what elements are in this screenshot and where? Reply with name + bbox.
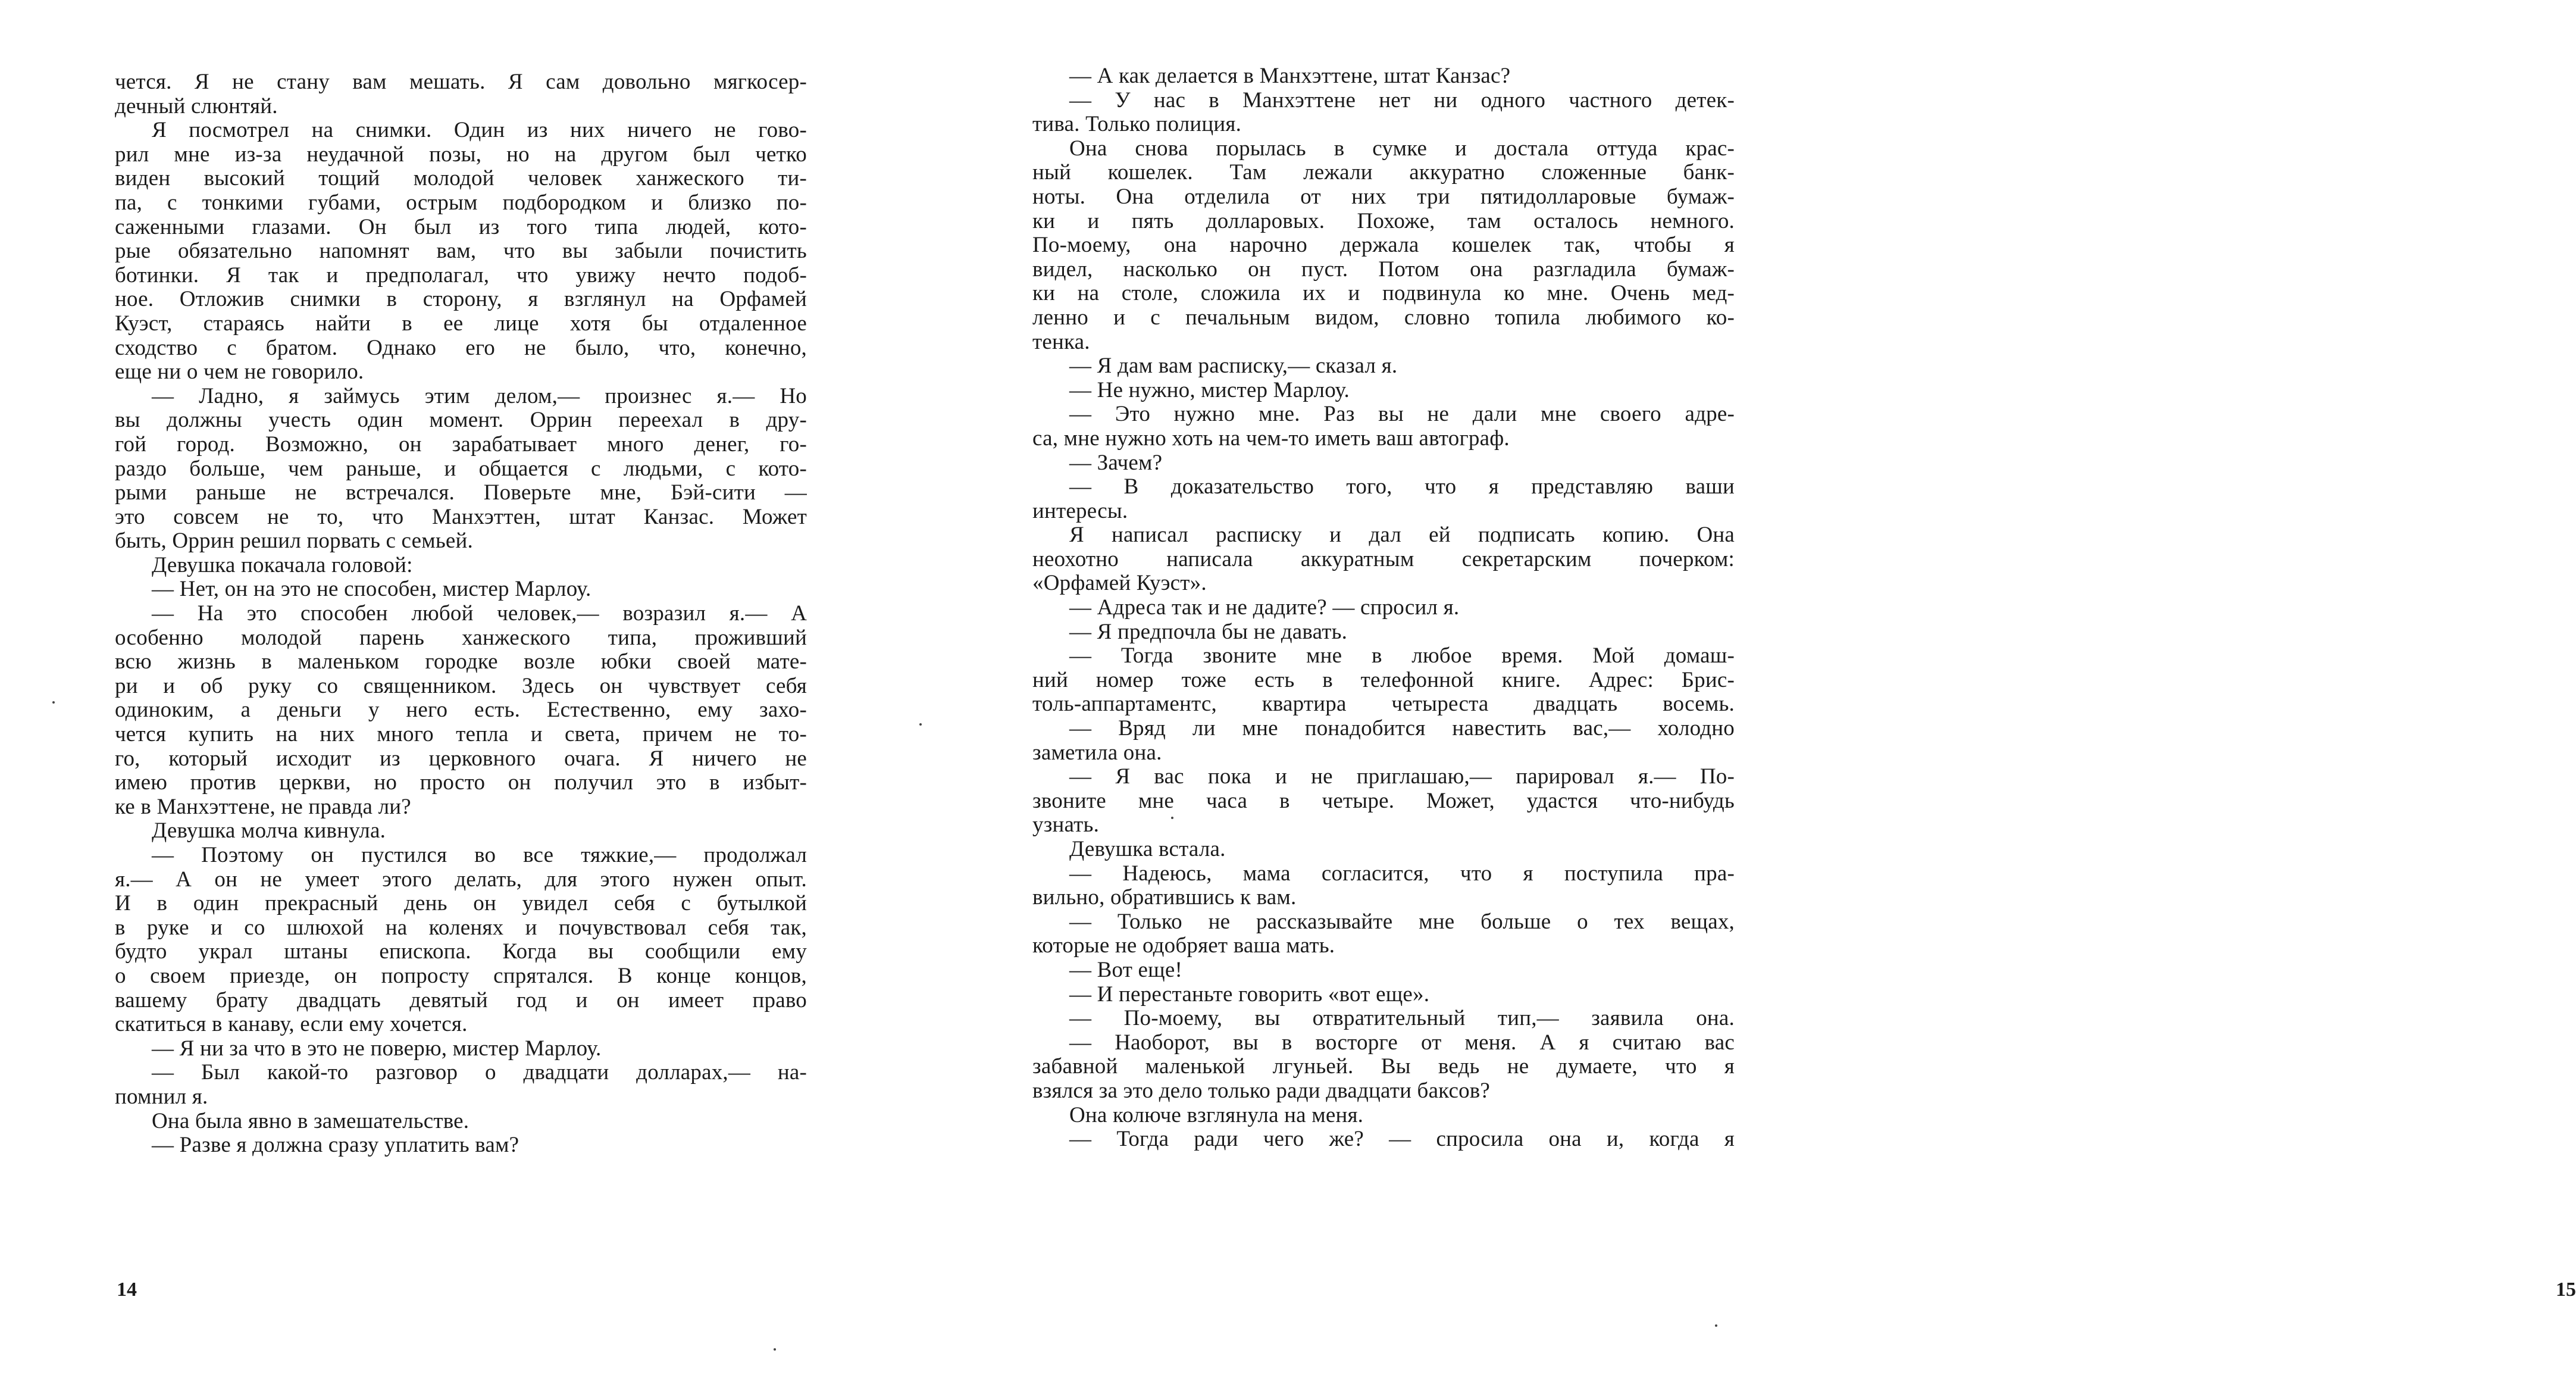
right-page-text-line: видел, насколько он пуст. Потом она разгладила бумаж- <box>1032 257 1735 282</box>
left-page-text-line: помнил я. <box>115 1084 208 1109</box>
left-page-text-line: вашему брату двадцать девятый год и он имеет право <box>115 988 807 1012</box>
left-page-text-line: особенно молодой парень ханжеского типа, проживший <box>115 625 807 650</box>
right-page-text-line: «Орфамей Куэст». <box>1032 571 1207 596</box>
right-page-text-line: узнать. <box>1032 812 1100 838</box>
right-page-text-line: — Вряд ли мне понадобится навестить вас,— холодно <box>1069 716 1735 741</box>
print-speck <box>774 1348 776 1351</box>
right-page-text-line: — У нас в Манхэттене нет ни одного частного детек- <box>1069 88 1735 112</box>
left-page-text-line: будто украл штаны епископа. Когда вы сообщили ему <box>115 939 807 964</box>
print-speck <box>1171 817 1173 819</box>
left-page-text-line: еще ни о чем не говорило. <box>115 360 364 385</box>
right-page-text-line: — Надеюсь, мама согласится, что я поступила пра- <box>1069 861 1735 886</box>
right-page-text-line: вильно, обратившись к вам. <box>1032 885 1297 910</box>
right-page-number: 15 <box>2556 1279 2576 1301</box>
left-page-text-line: чется купить на них много тепла и света, причем не то- <box>115 722 807 747</box>
left-page-text-line: ри и об руку со священником. Здесь он чувствует себя <box>115 673 807 698</box>
right-page-text-line: толь-аппартаментс, квартира четыреста двадцать восемь. <box>1032 692 1735 717</box>
left-page-text-line: Она была явно в замешательстве. <box>152 1108 469 1133</box>
right-page-text-line: забавной маленькой лгуньей. Вы ведь не думаете, что я <box>1032 1054 1735 1079</box>
right-page-text-line: неохотно написала аккуратным секретарским почерком: <box>1032 546 1735 571</box>
print-speck <box>52 701 55 704</box>
left-page-text-line: в руке и со шлюхой на коленях и почувствовал себя так, <box>115 915 807 940</box>
right-page-text-line: Она снова порылась в сумке и достала оттуда крас- <box>1069 136 1735 161</box>
left-page-text-line: — На это способен любой человек,— возразил я.— А <box>152 601 807 626</box>
right-page-text-line: са, мне нужно хоть на чем-то иметь ваш автограф. <box>1032 426 1510 451</box>
right-page-text-line: — Это нужно мне. Раз вы не дали мне своего адре- <box>1069 402 1735 427</box>
right-page-text-line: тива. Только полиция. <box>1032 112 1242 137</box>
right-page-text-line: Она колюче взглянула на меня. <box>1069 1102 1364 1127</box>
right-page-text-line: Девушка встала. <box>1069 837 1226 861</box>
left-page-text-line: ке в Манхэттене, не правда ли? <box>115 794 411 819</box>
right-page-text-line: — Вот еще! <box>1069 957 1183 982</box>
right-page-text-line: тенка. <box>1032 329 1090 354</box>
left-page <box>0 0 893 1375</box>
right-page-text-line: — Я вас пока и не приглашаю,— парировал я.— По- <box>1069 764 1735 789</box>
left-page-text <box>115 70 807 1158</box>
left-page-text-line: — Поэтому он пустился во все тяжкие,— продолжал <box>152 843 807 867</box>
right-page-text-line: ленно и с печальным видом, словно топила любимого ко- <box>1032 305 1735 330</box>
right-page-text-line: — Наоборот, вы в восторге от меня. А я считаю вас <box>1069 1030 1735 1055</box>
right-page-text-line: ноты. Она отделила от них три пятидолларовые бумаж- <box>1032 184 1735 209</box>
left-page-text-line: И в один прекрасный день он увидел себя с бутылкой <box>115 891 807 916</box>
right-page-text-line: заметила она. <box>1032 740 1162 765</box>
left-page-text-line: — Ладно, я займусь этим делом,— произнес я.— Но <box>152 383 807 408</box>
right-page-text-line: взялся за это дело только ради двадцати баксов? <box>1032 1078 1491 1103</box>
left-page-text-line: одиноким, а деньги у него есть. Естественно, ему захо- <box>115 698 807 723</box>
right-page-text-line: ний номер тоже есть в телефонной книге. Адрес: Брис- <box>1032 667 1735 692</box>
right-page-text-line: звоните мне часа в четыре. Может, удастся что-нибудь <box>1032 788 1735 813</box>
right-page-text-line: ки на столе, сложила их и подвинула ко мне. Очень мед- <box>1032 281 1735 306</box>
left-page-text-line: па, с тонкими губами, острым подбородком и близко по- <box>115 190 807 215</box>
left-page-text-line: го, который исходит из церковного очага. Я ничего не <box>115 746 807 771</box>
left-page-text-line: быть, Оррин решил порвать с семьей. <box>115 529 473 554</box>
left-page-text-line: о своем приезде, он попросту спрятался. В конце концов, <box>115 963 807 988</box>
right-page-text-line: — Не нужно, мистер Марлоу. <box>1069 377 1350 402</box>
left-page-text-line: — Разве я должна сразу уплатить вам? <box>152 1133 519 1158</box>
right-page-text-line: — По-моему, вы отвратительный тип,— заявила она. <box>1069 1006 1735 1031</box>
right-page-text-line: — А как делается в Манхэттене, штат Канзас? <box>1069 64 1511 88</box>
left-page-text-line: имею против церкви, но просто он получил это в избыт- <box>115 770 807 795</box>
right-page-text-line: — Тогда звоните мне в любое время. Мой домаш- <box>1069 643 1735 668</box>
right-page-text-line: — В доказательство того, что я представляю ваши <box>1069 474 1735 499</box>
left-page-text-line: саженными глазами. Он был из того типа людей, кото- <box>115 214 807 239</box>
left-page-text-line: Куэст, стараясь найти в ее лице хотя бы отдаленное <box>115 311 807 336</box>
left-page-text-line: Я посмотрел на снимки. Один из них ничего не гово- <box>152 118 807 143</box>
left-page-text-line: ботинки. Я так и предполагал, что увижу нечто подоб- <box>115 262 807 288</box>
left-page-text-line: сходство с братом. Однако его не было, что, конечно, <box>115 335 807 360</box>
left-page-text-line: дечный слюнтяй. <box>115 93 278 118</box>
left-page-text-line: рыми раньше не встречался. Поверьте мне, Бэй-сити — <box>115 480 807 505</box>
right-page-text-line: которые не одобряет ваша мать. <box>1032 933 1335 958</box>
right-page-text <box>1032 64 1735 1152</box>
left-page-text-line: Девушка покачала головой: <box>152 552 413 577</box>
right-page-text-line: — Адреса так и не дадите? — спросил я. <box>1069 595 1460 620</box>
right-page-text-line: — Тогда ради чего же? — спросила она и, когда я <box>1069 1127 1735 1152</box>
left-page-text-line: рил мне из-за неудачной позы, но на другом был четко <box>115 142 807 167</box>
right-page-text-line: — И перестаньте говорить «вот еще». <box>1069 982 1430 1007</box>
left-page-text-line: чется. Я не стану вам мешать. Я сам довольно мягкосер- <box>115 70 807 94</box>
left-page-text-line: — Нет, он на это не способен, мистер Марлоу. <box>152 577 591 602</box>
left-page-number: 14 <box>117 1279 137 1301</box>
left-page-text-line: это совсем не то, что Манхэттен, штат Канзас. Может <box>115 504 807 529</box>
right-page-text-line: Я написал расписку и дал ей подписать копию. Она <box>1069 523 1735 548</box>
left-page-text-line: раздо больше, чем раньше, и общается с людьми, с кото- <box>115 456 807 481</box>
right-page-text-line: По-моему, она нарочно держала кошелек так, чтобы я <box>1032 233 1735 258</box>
left-page-text-line: ное. Отложив снимки в сторону, я взглянул на Орфамей <box>115 287 807 312</box>
right-page-text-line: интересы. <box>1032 498 1128 523</box>
right-page <box>893 0 2576 1375</box>
right-page-text-line: — Я дам вам расписку,— сказал я. <box>1069 354 1398 379</box>
right-page-text-line: ки и пять долларовых. Похоже, там осталось немного. <box>1032 208 1735 233</box>
print-speck <box>1715 1324 1717 1327</box>
right-page-text-line: — Я предпочла бы не давать. <box>1069 619 1348 644</box>
right-page-text-line: — Только не рассказывайте мне больше о тех вещах, <box>1069 909 1735 934</box>
left-page-text-line: — Был какой-то разговор о двадцати долларах,— на- <box>152 1060 807 1085</box>
print-speck <box>919 723 922 726</box>
right-page-text-line: — Зачем? <box>1069 450 1163 475</box>
left-page-text-line: рые обязательно напомнят вам, что вы забыли почистить <box>115 239 807 264</box>
left-page-text-line: Девушка молча кивнула. <box>152 818 386 843</box>
left-page-text-line: я.— А он не умеет этого делать, для этого нужен опыт. <box>115 867 807 892</box>
left-page-text-line: виден высокий тощий молодой человек ханжеского ти- <box>115 166 807 191</box>
right-page-text-line: ный кошелек. Там лежали аккуратно сложенные банк- <box>1032 160 1735 185</box>
left-page-text-line: всю жизнь в маленьком городке возле юбки своей мате- <box>115 649 807 674</box>
left-page-text-line: вы должны учесть один момент. Оррин переехал в дру- <box>115 408 807 433</box>
left-page-text-line: — Я ни за что в это не поверю, мистер Марлоу. <box>152 1036 602 1061</box>
left-page-text-line: скатиться в канаву, если ему хочется. <box>115 1012 468 1037</box>
left-page-text-line: гой город. Возможно, он зарабатывает много денег, го- <box>115 432 807 457</box>
